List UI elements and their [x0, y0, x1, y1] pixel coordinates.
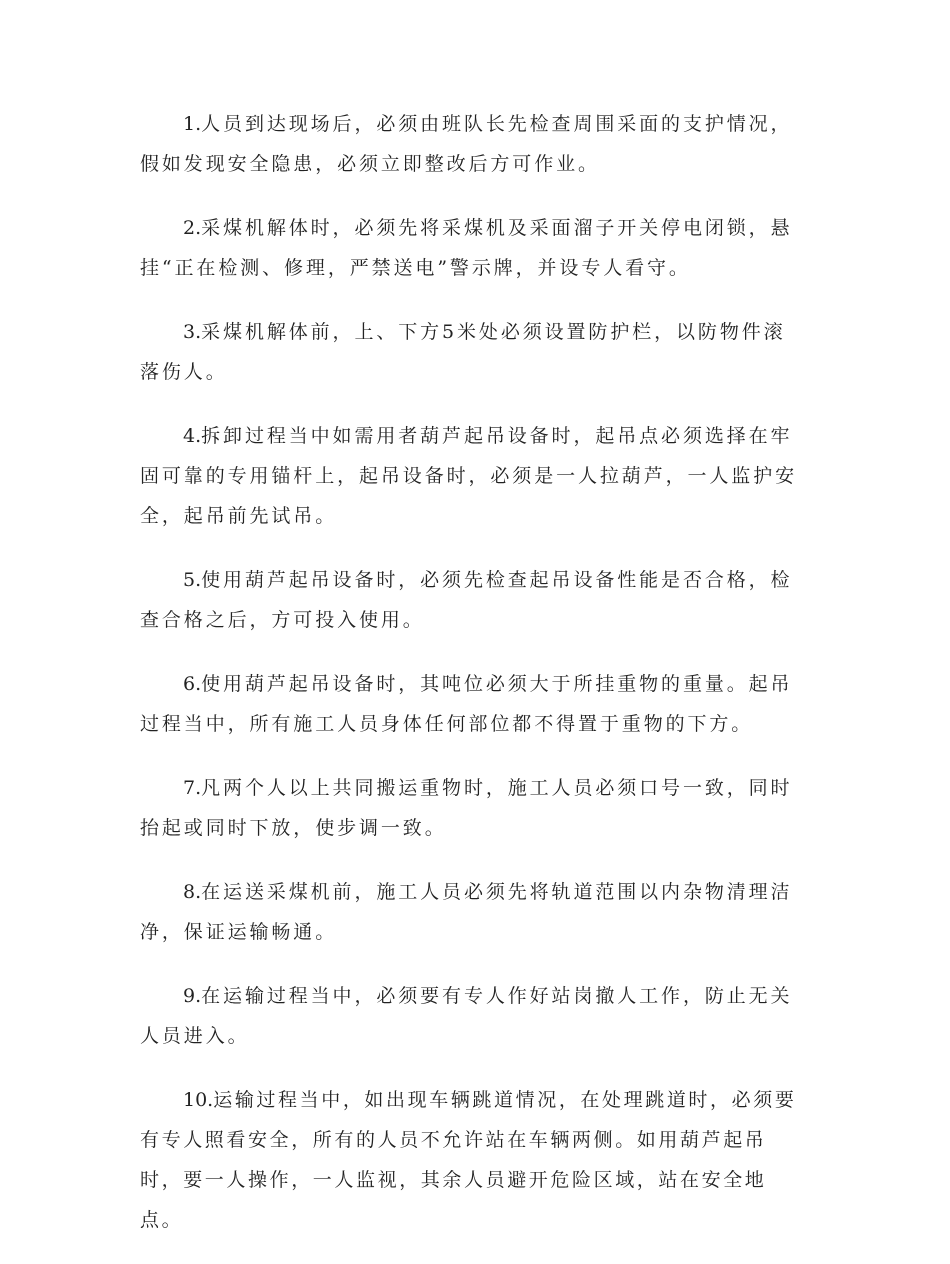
item-number: 4. [183, 425, 202, 447]
item-number: 6. [183, 673, 202, 695]
item-number: 1. [183, 113, 202, 135]
paragraph-10 [140, 1080, 805, 1240]
paragraph-8 [140, 872, 805, 952]
paragraph-6 [140, 664, 805, 744]
paragraph-9 [140, 976, 805, 1056]
paragraph-5 [140, 560, 805, 640]
paragraph-2 [140, 208, 805, 288]
item-text: 采煤机解体时，必须先将采煤机及采面溜子开关停电闭锁，悬挂“正在检测、修理，严禁送电”警示牌，并设专人看守。 [140, 217, 793, 279]
item-text: 拆卸过程当中如需用者葫芦起吊设备时，起吊点必须选择在牢固可靠的专用锚杆上，起吊设备时，必须是一人拉葫芦，一人监护安全，起吊前先试吊。 [140, 425, 798, 527]
item-text: 凡两个人以上共同搬运重物时，施工人员必须口号一致，同时抬起或同时下放，使步调一致。 [140, 777, 793, 839]
item-text: 采煤机解体前，上、下方5米处必须设置防护栏，以防物件滚落伤人。 [140, 321, 786, 383]
item-number: 2. [183, 217, 202, 239]
item-number: 5. [183, 569, 202, 591]
paragraph-1 [140, 104, 805, 184]
item-number: 7. [183, 777, 202, 799]
item-text: 在运送采煤机前，施工人员必须先将轨道范围以内杂物清理洁净，保证运输畅通。 [140, 881, 793, 943]
item-text: 使用葫芦起吊设备时，必须先检查起吊设备性能是否合格，检查合格之后，方可投入使用。 [140, 569, 793, 631]
paragraph-3 [140, 312, 805, 392]
document-body [140, 104, 805, 1264]
item-number: 9. [183, 985, 202, 1007]
paragraph-7 [140, 768, 805, 848]
item-number: 3. [183, 321, 202, 343]
item-text: 使用葫芦起吊设备时，其吨位必须大于所挂重物的重量。起吊过程当中，所有施工人员身体任何部位都不得置于重物的下方。 [140, 673, 793, 735]
paragraph-4 [140, 416, 805, 536]
item-text: 人员到达现场后，必须由班队长先检查周围采面的支护情况，假如发现安全隐患，必须立即整改后方可作业。 [140, 113, 793, 175]
item-number: 8. [183, 881, 202, 903]
item-text: 运输过程当中，如出现车辆跳道情况，在处理跳道时，必须要有专人照看安全，所有的人员不允许站在车辆两侧。如用葫芦起吊时，要一人操作，一人监视，其余人员避开危险区域，站在安全地点。 [140, 1089, 797, 1231]
item-text: 在运输过程当中，必须要有专人作好站岗撤人工作，防止无关人员进入。 [140, 985, 793, 1047]
item-number: 10. [183, 1089, 214, 1111]
